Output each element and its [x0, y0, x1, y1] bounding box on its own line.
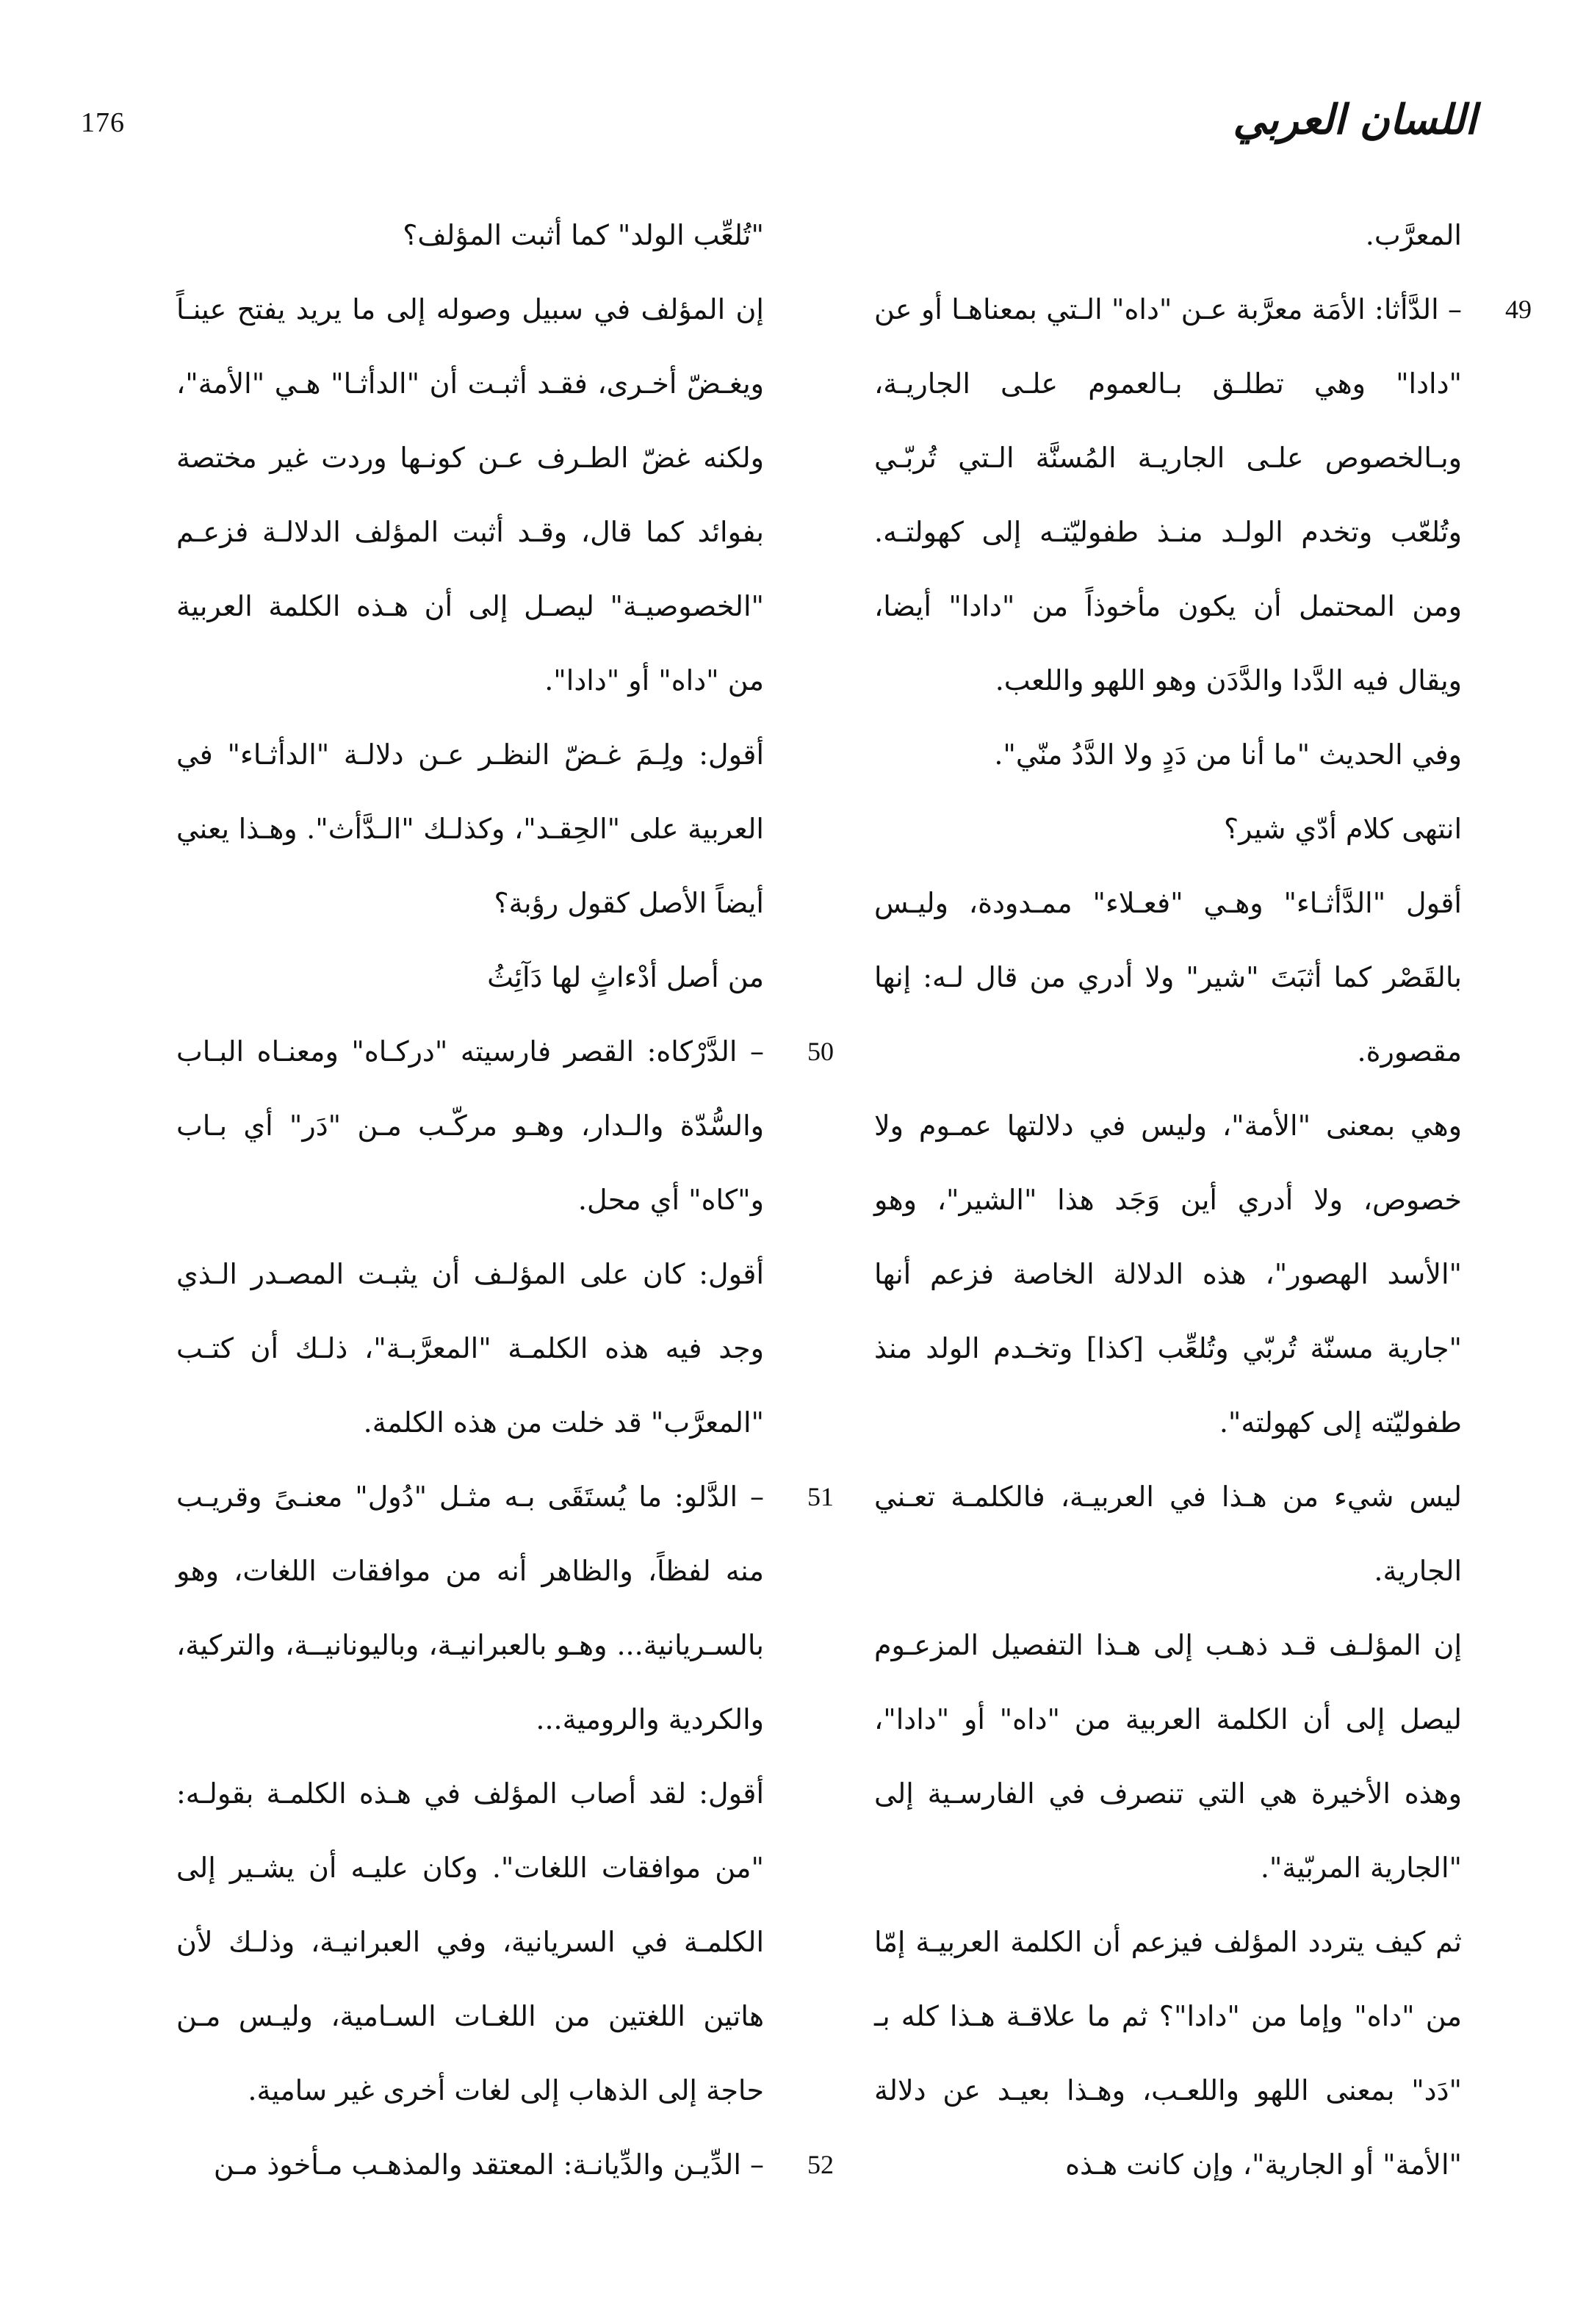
paragraph-text: ثم كيف يتردد المؤلف فيزعم أن الكلمة العربيـة إمّا من "داه" وإما من "دادا"؟ ثم ما علاقـة هـذا كله بـ "دَد" بمعنى اللهو واللعـب، وهـذا بعيـد عن دلالة "الأمة" أو الجارية"، وإن كانت هـذه	[874, 1926, 1462, 2181]
paragraph-text: المعرَّب.	[1365, 219, 1462, 251]
entry-text: – الدَّلو: ما يُستَقَى بـه مثـل "دُول" معنـىً وقريـب منه لفظاً، والظاهر أنه من موافقات اللغات، وهو بالسـريانية... وهـو بالعبرانيـة، وباليونانيــة، والتركية، والكردية والرومية...	[176, 1481, 764, 1735]
entry-text: – الدِّيـن والدِّيانـة: المعتقد والمذهـب مـأخوذ مـن	[213, 2148, 764, 2181]
paragraph-text: ليس شيء من هـذا في العربيـة، فالكلمـة تعـني الجارية.	[874, 1481, 1462, 1587]
paragraph-text: وفي الحديث "ما أنا من دَدٍ ولا الدَّدُ منّي".	[994, 738, 1462, 771]
verse-quote	[176, 940, 764, 1015]
paragraph	[874, 1608, 1462, 1905]
verse-text: من أصل أدْءاثٍ لها دَآئِثُ	[487, 961, 764, 993]
paragraph-text: أقول: ولِـمَ غـضّ النظـر عـن دلالـة "الدأثـاء" في العربية على "الحِقـد"، وكذلـك "الـدَّأث". وهـذا يعني أيضاً الأصل كقول رؤبة؟	[176, 738, 764, 919]
entry-text: – الدَّرْكاه: القصر فارسيته "دركـاه" ومعنـاه البـاب والسُّدّة والـدار، وهـو مركّـب مـن "دَر" أي بـاب و"كاه" أي محل.	[176, 1035, 764, 1216]
paragraph-text: وهي بمعنى "الأمة"، وليس في دلالتها عمـوم ولا خصوص، ولا أدري أين وَجَد هذا "الشير"، وهو "الأسد الهصور"، هذه الدلالة الخاصة فزعم أنها "جارية مسنّة تُربّي وتُلعِّب [كذا] وتخـدم الولد منذ طفوليّته إلى كهولته".	[874, 1109, 1462, 1439]
journal-logo: اللسان العربي	[1233, 96, 1477, 144]
entry-number: 52	[807, 2150, 834, 2179]
paragraph	[874, 198, 1462, 273]
entry-50	[176, 1015, 834, 1237]
paragraph-text: "تُلعِّب الولد" كما أثبت المؤلف؟	[403, 219, 764, 251]
page-header	[81, 96, 1477, 154]
entry-51	[176, 1460, 834, 1757]
paragraph	[176, 1237, 764, 1460]
paragraph-text: أقول: لقد أصاب المؤلف في هـذه الكلمـة بقولـه: "من موافقات اللغات". وكان عليـه أن يشـير إلى الكلمـة في السريانية، وفي العبرانيـة، وذلـك لأن هاتين اللغتين من اللغـات السـامية، وليـس مـن حاجة إلى الذهاب إلى لغات أخرى غير سامية.	[176, 1777, 764, 2107]
entry-49	[874, 273, 1532, 718]
paragraph	[874, 866, 1462, 1089]
paragraph	[176, 718, 764, 940]
paragraph-text: أقول: كان على المؤلـف أن يثبـت المصـدر الـذي وجد فيه هذه الكلمـة "المعرَّبـة"، ذلـك أن كتـب "المعرَّب" قد خلت من هذه الكلمة.	[176, 1258, 765, 1439]
paragraph	[874, 1089, 1462, 1460]
paragraph	[874, 1460, 1462, 1608]
entry-text: – الدَّأثا: الأمَة معرَّبة عـن "داه" الـتي بمعناهـا أو عن "دادا" وهي تطلـق بـالعموم علـى الجاريـة، وبـالخصوص علـى الجاريـة المُسنَّة الـتي تُربّـي وتُلعّب وتخدم الولـد منـذ طفوليّتـه إلى كهولتـه. ومن المحتمل أن يكون مأخوذاً من "دادا" أيضا، ويقال فيه الدَّدا والدَّدَن وهو اللهو واللعب.	[874, 293, 1462, 697]
article-body	[110, 198, 1532, 2256]
left-column	[176, 198, 834, 2202]
page-number: 176	[81, 107, 125, 138]
paragraph	[176, 1757, 764, 2128]
paragraph	[874, 1905, 1462, 2202]
paragraph	[874, 718, 1462, 792]
entry-52	[176, 2128, 834, 2202]
entry-number: 49	[1505, 295, 1532, 324]
entry-number: 50	[807, 1037, 834, 1066]
paragraph-text: إن المؤلـف قـد ذهـب إلى هـذا التفصيل المزعـوم ليصل إلى أن الكلمة العربية من "داه" أو "دادا"، وهذه الأخيرة هي التي تنصرف في الفارسـية إلى "الجارية المربّية".	[874, 1629, 1462, 1884]
paragraph	[176, 198, 764, 273]
paragraph	[176, 273, 764, 718]
entry-number: 51	[807, 1482, 834, 1511]
paragraph	[874, 792, 1462, 866]
paragraph-text: انتهى كلام أدّي شير؟	[1224, 813, 1462, 845]
paragraph-text: إن المؤلف في سبيل وصوله إلى ما يريد يفتح عينـاً ويغـضّ أخـرى، فقـد أثبـت أن "الدأثـا" هـي "الأمة"، ولكنه غضّ الطـرف عـن كونـها وردت غير مختصة بفوائد كما قال، وقـد أثبت المؤلف الدلالـة فزعـم "الخصوصيـة" ليصـل إلى أن هـذه الكلمة العربية من "داه" أو "دادا".	[176, 293, 764, 697]
right-column	[874, 198, 1532, 2202]
paragraph-text: أقول "الدَّأثـاء" وهـي "فعـلاء" ممـدودة، وليـس بالقَصْر كما أثبَتَ "شير" ولا أدري من قال لـه: إنها مقصورة.	[874, 887, 1462, 1068]
